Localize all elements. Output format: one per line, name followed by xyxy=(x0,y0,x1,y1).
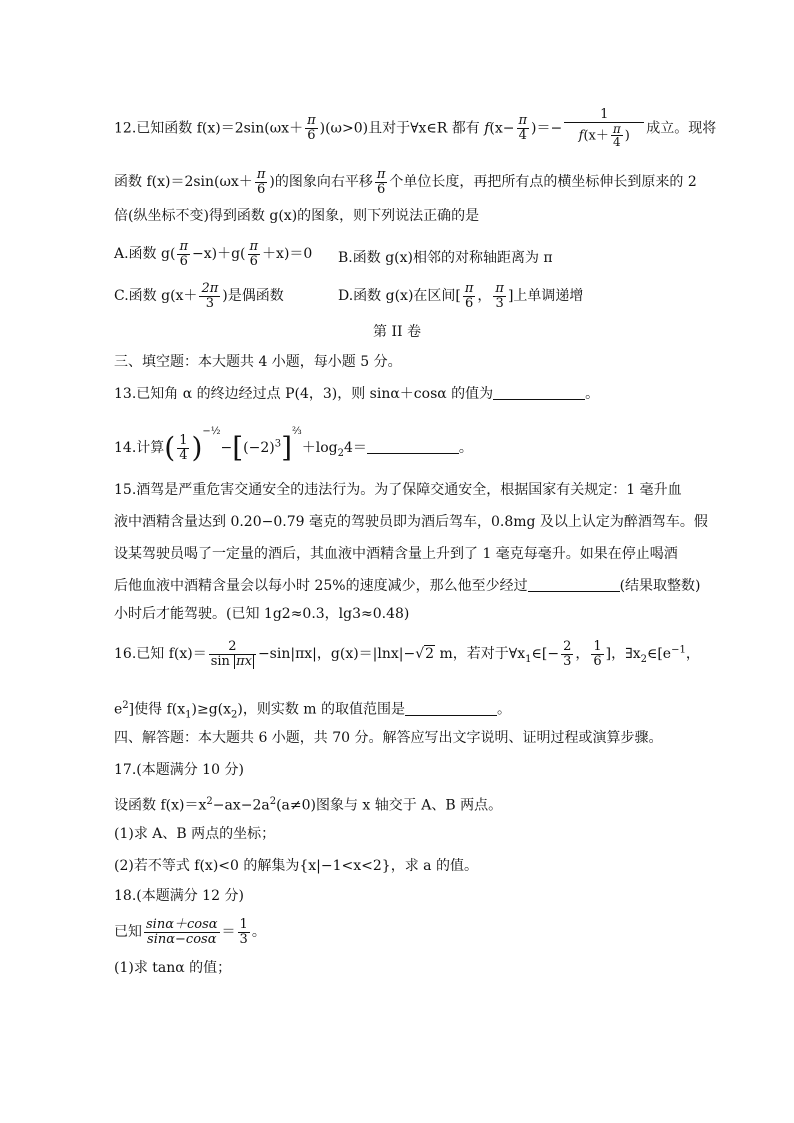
fraction-pi-4: $\frac{\pi}{4}$ xyxy=(518,113,528,143)
q17-heading: 17.(本题满分 10 分) xyxy=(114,762,244,778)
option-c: C.函数 g(x＋ $\frac{2\pi}{3}$ )是偶函数 xyxy=(114,281,284,311)
answer-blank xyxy=(405,701,497,716)
q15-line2: 液中酒精含量达到 0.20−0.79 毫克的驾驶员即为酒后驾车，0.8mg 及以上认定为醉酒驾车。假 xyxy=(114,514,708,530)
part3-heading: 三、填空题：本大题共 4 小题，每小题 5 分。 xyxy=(114,354,402,370)
q17-part1: (1)求 A、B 两点的坐标； xyxy=(114,826,276,842)
q13: 13.已知角 α 的终边经过点 P(4，3)，则 sinα＋cosα 的值为 。 xyxy=(114,386,600,402)
part4-heading: 四、解答题：本大题共 6 小题，共 70 分。解答应写出文字说明、证明过程或演算步骤。 xyxy=(114,730,663,746)
q12-text: 12.已知函数 f(x)＝2sin(ωx＋ xyxy=(114,120,304,137)
q18-part1: (1)求 tanα 的值； xyxy=(114,960,232,976)
answer-blank xyxy=(528,577,620,592)
q12-line2: 函数 f(x)＝2sin(ωx＋ $\frac{\pi}{6}$ )的图象向右平移 $\frac{\pi}{6}$ 个单位长度，再把所有点的横坐标伸长到原来的 2 xyxy=(114,167,697,197)
option-a: A.函数 g( $\frac{\pi}{6}$ −x)＋g( $\frac{\pi}{6}$ ＋x)＝0 xyxy=(114,239,313,269)
q12-line1: 12.已知函数 f(x)＝2sin(ωx＋ $\frac{\pi}{6}$ )(ω>0)且对于∀x∈R 都有 f(x− $\frac{\pi}{4}$ )＝− 1 f(x＋ $\frac{\pi}{4}$ ) 成立。现将 xyxy=(114,107,717,150)
q16-line1: 16.已知 f(x)＝ $\frac{2}{\text{sin πx}}$ −sin|πx|，g(x)＝|lnx|−√2 m，若对于$\forall x_1\in[-$ $\frac{2}{3}$ ， $\frac{1}{6}$ ]，$\exists x_2\in[e^{-1}$， xyxy=(114,639,700,669)
q17-stem: 设函数 $f(x)=x^2-ax-2a^2(a\ne 0)$图象与 x 轴交于 A、B 两点。 xyxy=(114,796,503,814)
q15-line1: 15.酒驾是严重危害交通安全的违法行为。为了保障交通安全，根据国家有关规定：1 毫升血 xyxy=(114,482,682,498)
q15-line4: 后他血液中酒精含量会以每小时 25%的速度减少，那么他至少经过 (结果取整数) xyxy=(114,578,701,594)
option-d: D.函数 g(x)在区间[ $\frac{\pi}{6}$ ， $\frac{\pi}{3}$ ]上单调递增 xyxy=(338,281,584,311)
q12-options-ab xyxy=(114,240,680,268)
q14: 14.计算( $\frac{1}{4}$ )$^{-\frac{1}{2}}-[(-2)^3]^{\frac{2}{3}}+\log_24=$ 。 xyxy=(114,426,473,464)
q12-options-cd xyxy=(114,282,680,310)
q17-part2: (2)若不等式 f(x)<0 的解集为{x|−1<x<2}，求 a 的值。 xyxy=(114,858,478,874)
section-title: 第 II 卷 xyxy=(373,324,421,340)
q16-line2: $e^2$]使得 $f(x_1)\ge g(x_2)$，则实数 m 的取值范围是 。 xyxy=(114,700,512,721)
q12-line3: 倍(纵坐标不变)得到函数 g(x)的图象，则下列说法正确的是 xyxy=(114,208,480,224)
fraction-pi-6: $\frac{\pi}{6}$ xyxy=(307,113,316,143)
answer-blank xyxy=(493,385,585,400)
q18-heading: 18.(本题满分 12 分) xyxy=(114,888,244,904)
q18-stem: 已知 $\frac{\sin\alpha+\cos\alpha}{\sin\alpha-\cos\alpha}$ ＝ $\frac{1}{3}$ 。 xyxy=(114,917,266,947)
fraction-reciprocal: 1 f(x＋ $\frac{\pi}{4}$ ) xyxy=(564,108,644,149)
answer-blank xyxy=(367,439,459,454)
q15-line5: 小时后才能驾驶。(已知 1g2≈0.3，lg3≈0.48) xyxy=(114,606,410,622)
q15-line3: 设某驾驶员喝了一定量的酒后，其血液中酒精含量上升到了 1 毫克每毫升。如果在停止喝酒 xyxy=(114,546,678,562)
option-b: B.函数 g(x)相邻的对称轴距离为 π xyxy=(338,250,553,266)
